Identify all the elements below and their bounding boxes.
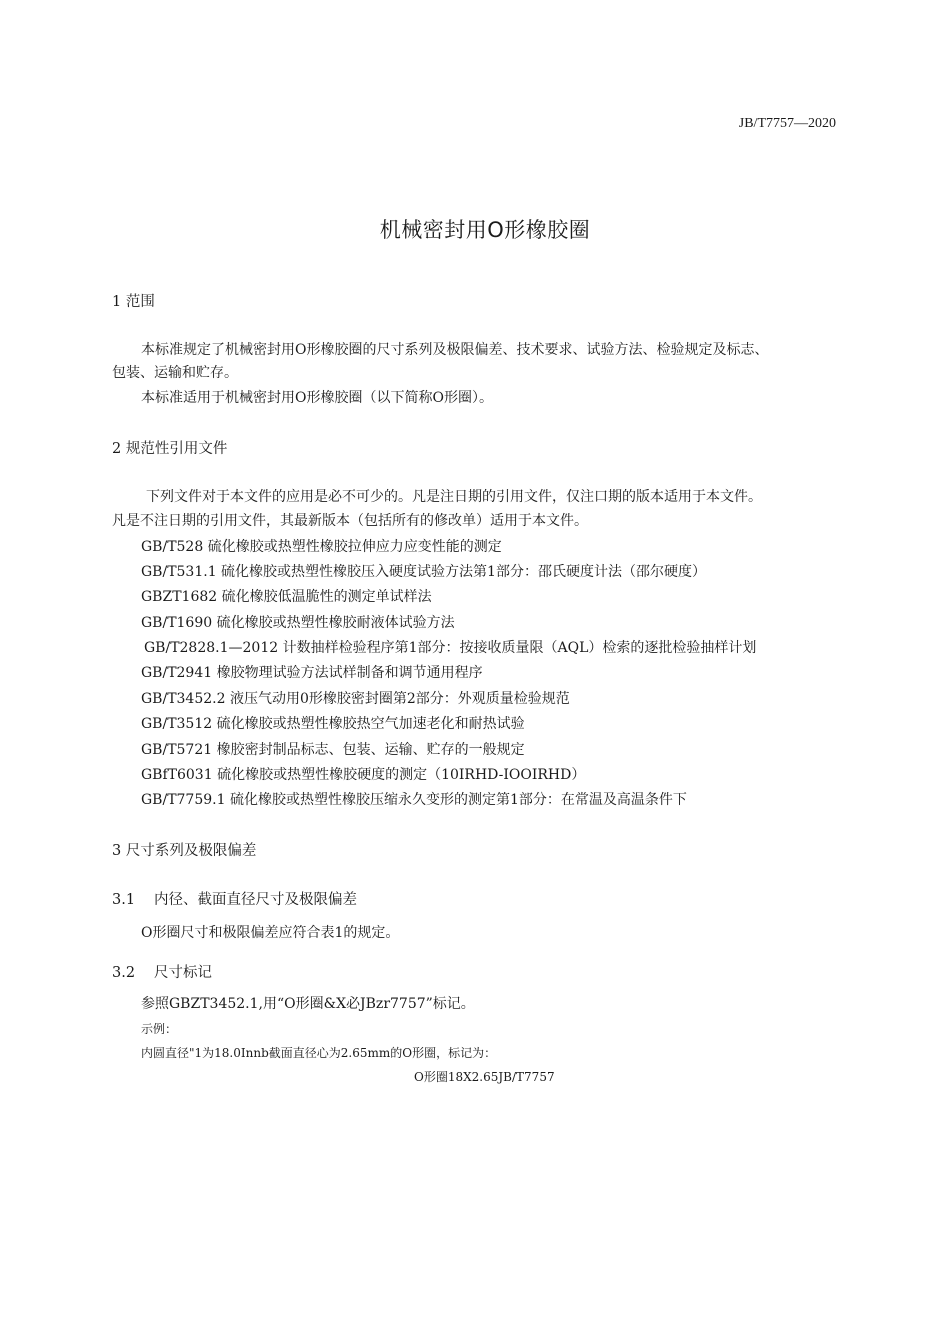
subsection-3-2-text: 参照GBZT3452.1,用“O形圈&X必JBzr7757”标记。 bbox=[141, 996, 475, 1012]
section-2-intro-line-2: 凡是不注日期的引用文件，其最新版本（包括所有的修改单）适用于本文件。 bbox=[112, 513, 588, 529]
section-1-heading: 1 范围 bbox=[112, 294, 155, 310]
page-title: 机械密封用O形橡胶圈 bbox=[379, 218, 591, 242]
reference-item: GBfT6031 硫化橡胶或热塑性橡胶硬度的测定（10IRHD-IOOIRHD） bbox=[141, 767, 586, 783]
reference-item: GB/T2941 橡胶物理试验方法试样制备和调节通用程序 bbox=[141, 665, 483, 681]
example-mark: O形圈18X2.65JB/T7757 bbox=[414, 1070, 555, 1084]
section-1-paragraph-1-line-2: 包装、运输和贮存。 bbox=[112, 365, 238, 381]
section-1-paragraph-1-line-1: 本标准规定了机械密封用O形橡胶圈的尺寸系列及极限偏差、技术要求、试验方法、检验规定及标志、 bbox=[141, 342, 769, 358]
subsection-3-1-text: O形圈尺寸和极限偏差应符合表1的规定。 bbox=[141, 925, 400, 941]
subsection-3-1-heading bbox=[112, 888, 357, 909]
reference-item: GB/T528 硫化橡胶或热塑性橡胶拉伸应力应变性能的测定 bbox=[141, 539, 502, 555]
subsection-3-2-heading bbox=[112, 961, 212, 982]
reference-item: GB/T7759.1 硫化橡胶或热塑性橡胶压缩永久变形的测定第1部分：在常温及高温条件下 bbox=[141, 792, 687, 808]
reference-item: GB/T531.1 硫化橡胶或热塑性橡胶压入硬度试验方法第1部分：邵氏硬度计法（邵尔硬度） bbox=[141, 564, 706, 580]
section-2-heading: 2 规范性引用文件 bbox=[112, 441, 228, 457]
example-text: 内圆直径"1为18.0Innb截面直径心为2.65mm的O形圈，标记为： bbox=[141, 1046, 497, 1060]
document-code: JB/T7757—2020 bbox=[738, 116, 836, 131]
reference-item: GBZT1682 硫化橡胶低温脆性的测定单试样法 bbox=[141, 589, 432, 605]
reference-item: GB/T3512 硫化橡胶或热塑性橡胶热空气加速老化和耐热试验 bbox=[141, 716, 525, 732]
reference-item: GB/T1690 硫化橡胶或热塑性橡胶耐液体试验方法 bbox=[141, 615, 455, 631]
subsection-title: 尺寸标记 bbox=[154, 965, 212, 981]
subsection-title: 内径、截面直径尺寸及极限偏差 bbox=[154, 892, 357, 908]
reference-item: GB/T2828.1—2012 计数抽样检验程序第1部分：按接收质量限（AQL）检索的逐批检验抽样计划 bbox=[144, 640, 757, 656]
reference-item: GB/T3452.2 液压气动用0形橡胶密封圈第2部分：外观质量检验规范 bbox=[141, 691, 570, 707]
reference-item: GB/T5721 橡胶密封制品标志、包装、运输、贮存的一般规定 bbox=[141, 742, 525, 758]
section-2-intro-line-1: 下列文件对于本文件的应用是必不可少的。凡是注日期的引用文件，仅注口期的版本适用于本文件。 bbox=[146, 489, 762, 505]
section-1-paragraph-2: 本标准适用于机械密封用O形橡胶圈（以下简称O形圈）。 bbox=[141, 390, 493, 406]
example-label: 示例： bbox=[141, 1022, 178, 1036]
subsection-number: 3.2 bbox=[112, 965, 136, 981]
section-3-heading: 3 尺寸系列及极限偏差 bbox=[112, 843, 257, 859]
subsection-number: 3.1 bbox=[112, 892, 136, 908]
